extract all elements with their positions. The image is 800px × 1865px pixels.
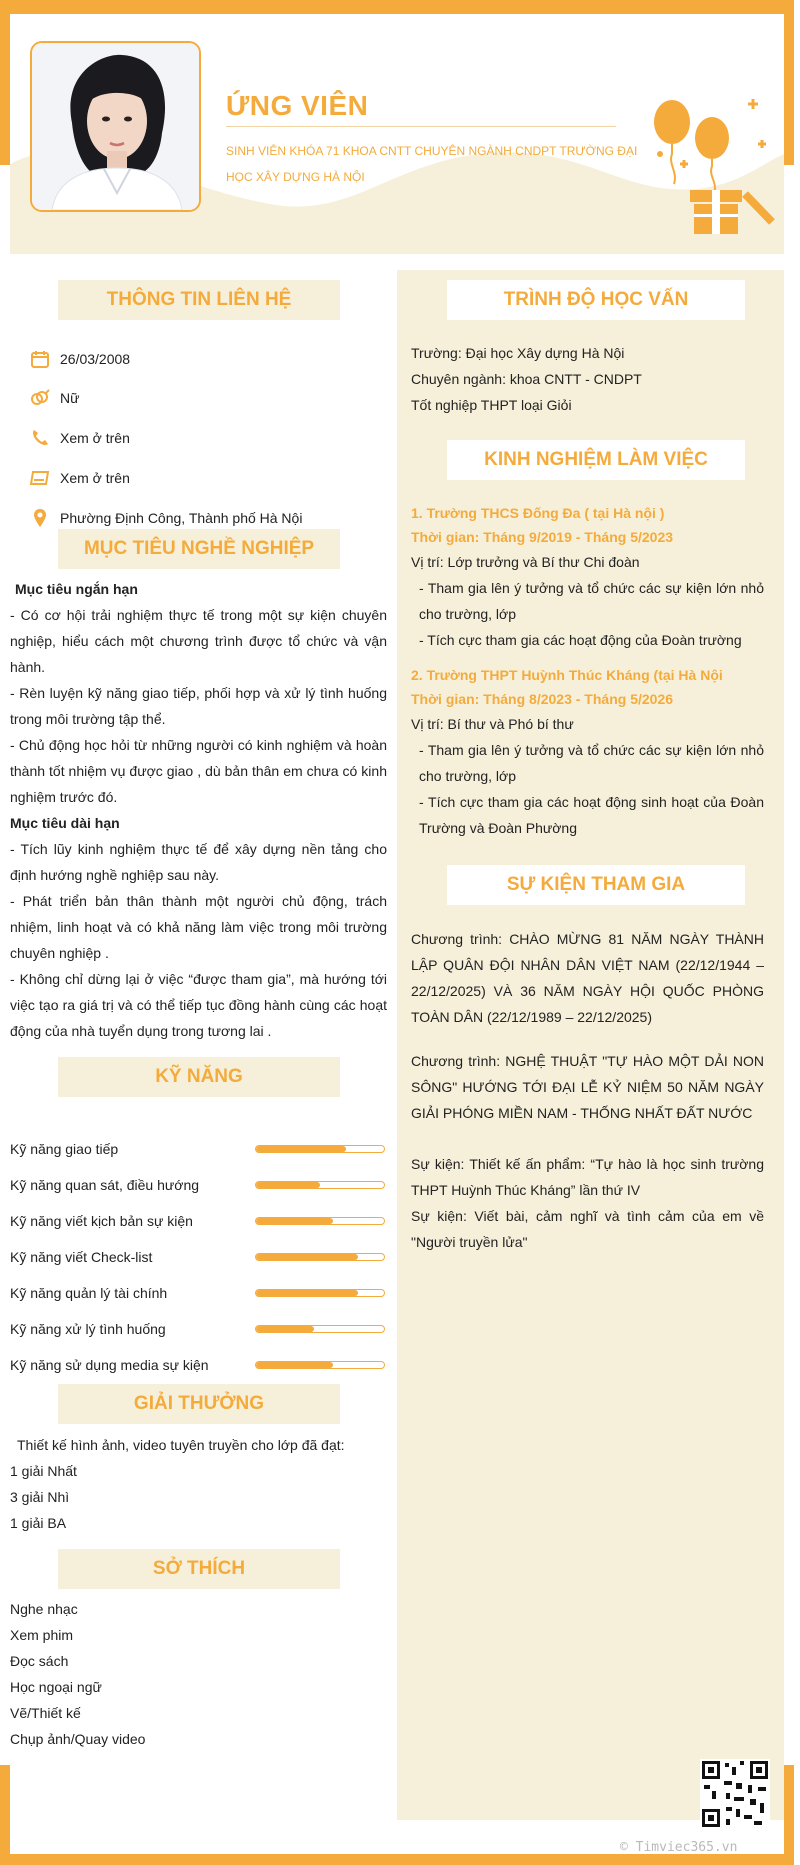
job-task: - Tích cực tham gia các hoạt động sinh hoạt của Đoàn Trường và Đoàn Phường <box>419 794 764 836</box>
contact-section-title: THÔNG TIN LIÊN HỆ <box>58 280 340 320</box>
birthdate-value: 26/03/2008 <box>60 351 131 367</box>
candidate-name: ỨNG VIÊN <box>226 90 369 121</box>
calendar-icon <box>30 349 50 369</box>
job-task: - Tham gia lên ý tưởng và tổ chức các sự kiện lớn nhỏ cho trường, lớp <box>419 742 764 784</box>
long-term-item: - Không chỉ dừng lại ở việc “được tham gia”, mà hướng tới việc tạo ra giá trị và có thể tiếp tục đồng hành cùng các hoạt động của nhà tuyển dụng trong tương lai . <box>10 971 387 1039</box>
objective-section-title: MỤC TIÊU NGHỀ NGHIỆP <box>58 529 340 569</box>
long-term-label: Mục tiêu dài hạn <box>10 815 120 831</box>
hobby-item: Học ngoại ngữ <box>10 1679 102 1695</box>
hobby-item: Vẽ/Thiết kế <box>10 1705 81 1721</box>
experience-section-title: KINH NGHIỆM LÀM VIỆC <box>447 440 745 480</box>
job-task: - Tham gia lên ý tưởng và tổ chức các sự kiện lớn nhỏ cho trường, lớp <box>419 580 764 622</box>
award-item: 1 giải BA <box>10 1515 67 1531</box>
skill-level-bar <box>255 1217 385 1225</box>
phone-icon <box>30 428 50 448</box>
skill-label: Kỹ năng viết kịch bản sự kiện <box>10 1213 193 1229</box>
hobby-item: Xem phim <box>10 1627 74 1643</box>
qr-code-icon <box>700 1759 770 1829</box>
hobby-item: Đọc sách <box>10 1653 69 1669</box>
email-icon <box>30 468 50 488</box>
skill-level-fill <box>256 1218 333 1224</box>
skill-level-fill <box>256 1290 358 1296</box>
skill-level-bar <box>255 1289 385 1297</box>
skill-level-bar <box>255 1145 385 1153</box>
phone-value: Xem ở trên <box>60 430 130 446</box>
short-term-item: - Rèn luyện kỹ năng giao tiếp, phối hợp và xử lý tình huống trong môi trường tập thể. <box>10 685 387 727</box>
award-item: 1 giải Nhất <box>10 1463 77 1479</box>
long-term-item: - Tích lũy kinh nghiệm thực tế để xây dựng nền tảng cho định hướng nghề nghiệp sau này. <box>10 841 387 883</box>
watermark: © Timviec365.vn <box>620 1840 738 1854</box>
skill-row <box>10 1246 390 1268</box>
education-major: Chuyên ngành: khoa CNTT - CNDPT <box>411 371 642 387</box>
event-item: Chương trình: NGHỆ THUẬT "TỰ HÀO MỘT DẢI NON SÔNG" HƯỚNG TỚI ĐẠI LỄ KỶ NIỆM 50 NĂM NGÀY GIẢI PHÓNG MIỀN NAM - THỐNG NHẤT ĐẤT NƯỚC <box>411 1053 764 1121</box>
balloons-gift-icon <box>650 94 780 234</box>
job-org: 1. Trường THCS Đống Đa ( tại Hà nội ) <box>411 505 665 521</box>
skill-label: Kỹ năng quan sát, điều hướng <box>10 1177 200 1193</box>
awards-intro: Thiết kế hình ảnh, video tuyên truyền cho lớp đã đạt: <box>17 1437 345 1453</box>
skill-row <box>10 1354 390 1376</box>
avatar <box>30 41 201 212</box>
skill-label: Kỹ năng quản lý tài chính <box>10 1285 168 1301</box>
education-school: Trường: Đại học Xây dựng Hà Nội <box>411 345 625 361</box>
long-term-item: - Phát triển bản thân thành một người chủ động, trách nhiệm, linh hoạt và có khả năng làm việc trong môi trường chuyên nghiệp . <box>10 893 387 961</box>
skill-row <box>10 1282 390 1304</box>
event-item: Sự kiện: Viết bài, cảm nghĩ và tình cảm của em về "Người truyền lửa" <box>411 1208 764 1250</box>
hobby-item: Chụp ảnh/Quay video <box>10 1731 146 1747</box>
skill-label: Kỹ năng viết Check-list <box>10 1249 153 1265</box>
event-item: Sự kiện: Thiết kế ấn phẩm: “Tự hào là học sinh trường THPT Huỳnh Thúc Kháng” lần thứ IV <box>411 1156 764 1198</box>
hobby-item: Nghe nhạc <box>10 1601 78 1617</box>
short-term-label: Mục tiêu ngắn hạn <box>15 581 138 597</box>
education-section-title: TRÌNH ĐỘ HỌC VẤN <box>447 280 745 320</box>
skill-level-bar <box>255 1325 385 1333</box>
skill-level-fill <box>256 1146 346 1152</box>
job-role: Vị trí: Bí thư và Phó bí thư <box>411 716 574 732</box>
cv-page <box>10 14 784 1854</box>
job-task: - Tích cực tham gia các hoạt động của Đoàn trường <box>419 632 742 648</box>
name-divider <box>226 126 616 127</box>
gender-icon <box>30 388 50 408</box>
events-section-title: SỰ KIỆN THAM GIA <box>447 865 745 905</box>
job-role: Vị trí: Lớp trưởng và Bí thư Chi đoàn <box>411 554 640 570</box>
candidate-title: SINH VIÊN KHÓA 71 KHOA CNTT CHUYÊN NGÀNH CNDPT TRƯỜNG ĐẠI HỌC XÂY DỰNG HÀ NỘI <box>226 144 638 184</box>
skill-level-fill <box>256 1326 314 1332</box>
skills-section-title: KỸ NĂNG <box>58 1057 340 1097</box>
job-org: 2. Trường THPT Huỳnh Thúc Kháng (tại Hà Nội <box>411 667 723 683</box>
education-graduation: Tốt nghiệp THPT loại Giỏi <box>411 397 572 413</box>
address-value: Phường Định Công, Thành phố Hà Nội <box>60 510 303 526</box>
location-icon <box>30 508 50 528</box>
skill-row <box>10 1210 390 1232</box>
skill-row <box>10 1174 390 1196</box>
short-term-item: - Chủ động học hỏi từ những người có kinh nghiệm và hoàn thành tốt nhiệm vụ được giao , dù bản thân em chưa có kinh nghiệm trước đó. <box>10 737 387 805</box>
awards-section-title: GIẢI THƯỞNG <box>58 1384 340 1424</box>
award-item: 3 giải Nhì <box>10 1489 70 1505</box>
skill-label: Kỹ năng giao tiếp <box>10 1141 119 1157</box>
short-term-item: - Có cơ hội trải nghiệm thực tế trong một sự kiện chuyên nghiệp, hiểu cách một chương trình được tổ chức và vận hành. <box>10 607 387 675</box>
event-item: Chương trình: CHÀO MỪNG 81 NĂM NGÀY THÀNH LẬP QUÂN ĐỘI NHÂN DÂN VIỆT NAM (22/12/1944 – 22/12/2025) VÀ 36 NĂM NGÀY HỘI QUỐC PHÒNG TOÀN DÂN (22/12/1989 – 22/12/2025) <box>411 931 764 1025</box>
skill-row <box>10 1138 390 1160</box>
gender-value: Nữ <box>60 390 80 406</box>
skill-level-fill <box>256 1362 333 1368</box>
skill-level-bar <box>255 1253 385 1261</box>
job-time: Thời gian: Tháng 8/2023 - Tháng 5/2026 <box>411 691 674 707</box>
email-value: Xem ở trên <box>60 470 130 486</box>
skill-level-bar <box>255 1181 385 1189</box>
skill-level-fill <box>256 1254 358 1260</box>
skill-label: Kỹ năng xử lý tình huống <box>10 1321 166 1337</box>
skill-label: Kỹ năng sử dụng media sự kiện <box>10 1357 209 1373</box>
skill-row <box>10 1318 390 1340</box>
skill-level-bar <box>255 1361 385 1369</box>
job-time: Thời gian: Tháng 9/2019 - Tháng 5/2023 <box>411 529 674 545</box>
skill-level-fill <box>256 1182 320 1188</box>
hobbies-section-title: SỞ THÍCH <box>58 1549 340 1589</box>
